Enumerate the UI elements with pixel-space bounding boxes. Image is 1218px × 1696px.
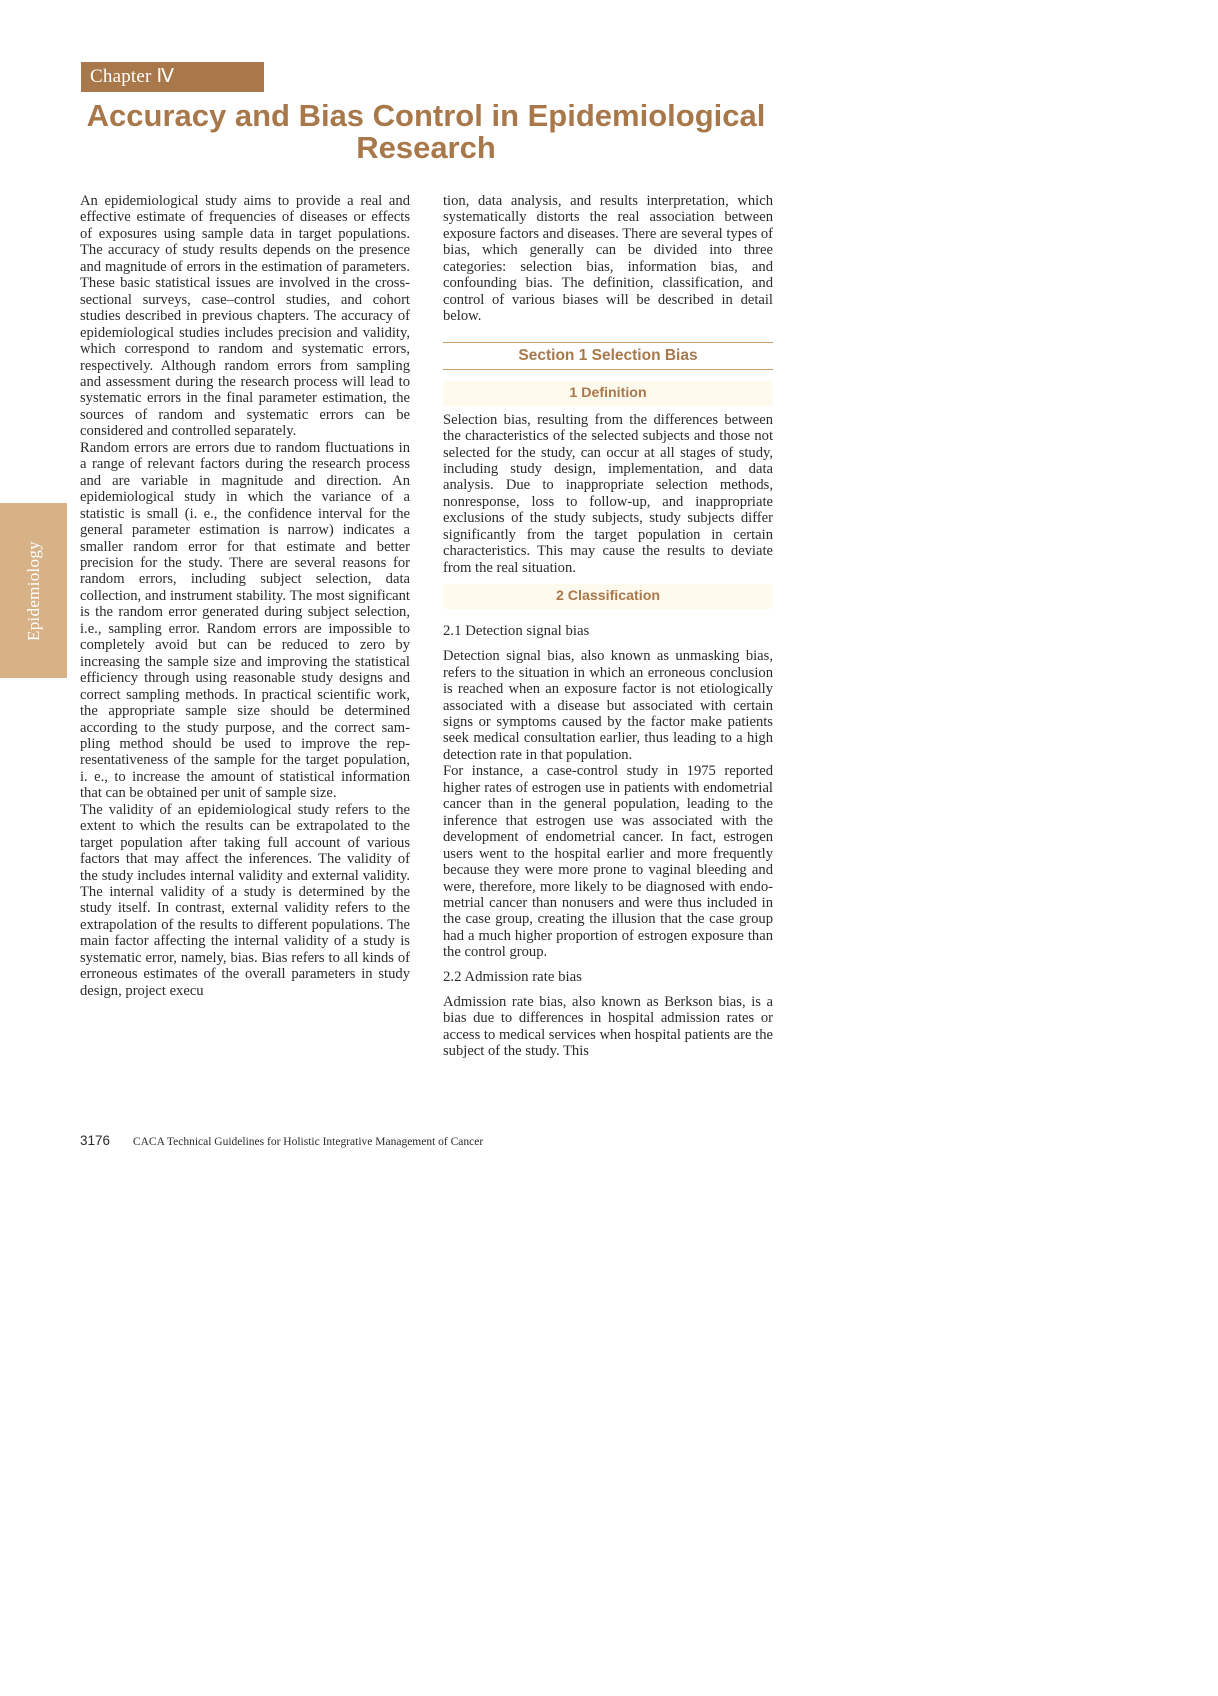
paragraph-accuracy-intro: An epidemiological study aims to provide a real and effective estimate of frequencies of diseases or effects of exposures using sample data in target populations. The accuracy of study results depends on the presence and magnitude of errors in the estimation of parameters. These basic statistical issues are involved in the cross-sectional surveys, case–control studies, and cohort studies described in previous chapters. The accuracy of epidemiological studies includes precision and validity, which correspond to random and systematic errors, respectively. Although random errors from sampling and assessment during the research process will lead to systematic errors in the final parameter estimation, the sources of random and systematic errors can be considered and controlled separately. (80, 193, 410, 440)
paragraph-random-errors: Random errors are errors due to random fluctuations in a range of relevant factors during the research process and are variable in magnitude and direction. An epidemiological study in which the variance of a statistic is small (i. e., the confidence interval for the general parameter estimation is narrow) indicates a smaller random error for that estimate and better precision for the study. There are several reasons for random errors, including subject selection, data collection, and instrument stability. The most significant is the random error generated during subject selection, i.e., sampling error. Random errors are impossible to completely avoid but can be reduced to zero by increasing the sample size and improving the statistical efficiency through using reasonable study designs and correct sampling methods. In practical scientific work, the appropriate sample size should be determined according to the study purpose, and the correct sampling method should be used to improve the representativeness of the sample for the target population, i. e., to increase the amount of statistical information that can be obtained per unit of sample size. (80, 439, 410, 802)
side-tab (0, 503, 67, 678)
detection-signal-bias-heading: 2.1 Detection signal bias (443, 623, 590, 640)
page-number: 3176 (80, 1133, 111, 1148)
admission-rate-bias-heading: 2.2 Admission rate bias (443, 968, 582, 985)
paragraph-detection-signal-bias: Detection signal bias, also known as unmasking bias, refers to the situation in which an erroneous conclusion is reached when an exposure factor is not etiologically associated with a disease but associated with certain signs or symptoms caused by the factor make patients seek medical consultation earlier, thus leading to a high detection rate in that population. (443, 648, 773, 763)
chapter-badge (81, 62, 264, 92)
side-tab-label: Epidemiology (23, 540, 43, 641)
section-heading: Section 1 Selection Bias (443, 342, 773, 370)
chapter-title: Accuracy and Bias Control in Epidemiological Research (86, 98, 766, 165)
left-column (80, 193, 410, 999)
paragraph-definition: Selection bias, resulting from the differences between the characteristics of the selected subjects and those not selected for the study, can occur at all stages of study, including study design, implementation, and data analysis. Due to inappropriate selection methods, nonresponse, loss to follow-up, and inappropriate exclusions of the study subjects, study subjects differ significantly from the target population in certain characteristics. This may cause the results to deviate from the real situation. (443, 411, 773, 576)
paragraph-validity: The validity of an epidemiological study refers to the extent to which the results can be extrapolated to the target population after taking full account of various factors that may affect the inferences. The validity of the study includes internal validity and external validity. The internal validity of a study is determined by the study itself. In contrast, external validity refers to the extrapolation of the results to different populations. The main factor affecting the internal validity of a study is systematic error, namely, bias. Bias refers to all kinds of erroneous estimates of the overall parameters in study design, project execu (80, 801, 410, 999)
chapter-label: Chapter Ⅳ (90, 66, 175, 87)
page-footer (80, 1133, 483, 1148)
paragraph-estrogen-example: For instance, a case-control study in 1975 reported higher rates of estrogen use in patients with endometrial cancer than in the general population, leading to the inference that estrogen use was associated with the development of endometrial cancer. In fact, estrogen users went to the hospital earlier and more frequently because they were more prone to vaginal bleeding and were, therefore, more likely to be diagnosed with endometrial cancer than nonusers and were thus included in the case group, creating the illusion that the case group had a much higher proportion of estrogen exposure than the control group. (443, 763, 773, 961)
definition-heading: 1 Definition (443, 381, 773, 406)
publication-title: CACA Technical Guidelines for Holistic Integrative Management of Cancer (132, 1136, 484, 1148)
right-column (443, 193, 773, 1060)
paragraph-bias-intro: tion, data analysis, and results interpretation, which systematically distorts the real association between exposure factors and diseases. There are several types of bias, which generally can be divided into three categories: selection bias, information bias, and confounding bias. The definition, classification, and control of various biases will be described in detail below. (443, 193, 773, 325)
classification-heading: 2 Classification (443, 584, 773, 609)
paragraph-admission-rate-bias: Admission rate bias, also known as Berkson bias, is a bias due to differences in hospital admission rates or access to medical services when hospital patients are the subject of the study. This (443, 993, 773, 1060)
